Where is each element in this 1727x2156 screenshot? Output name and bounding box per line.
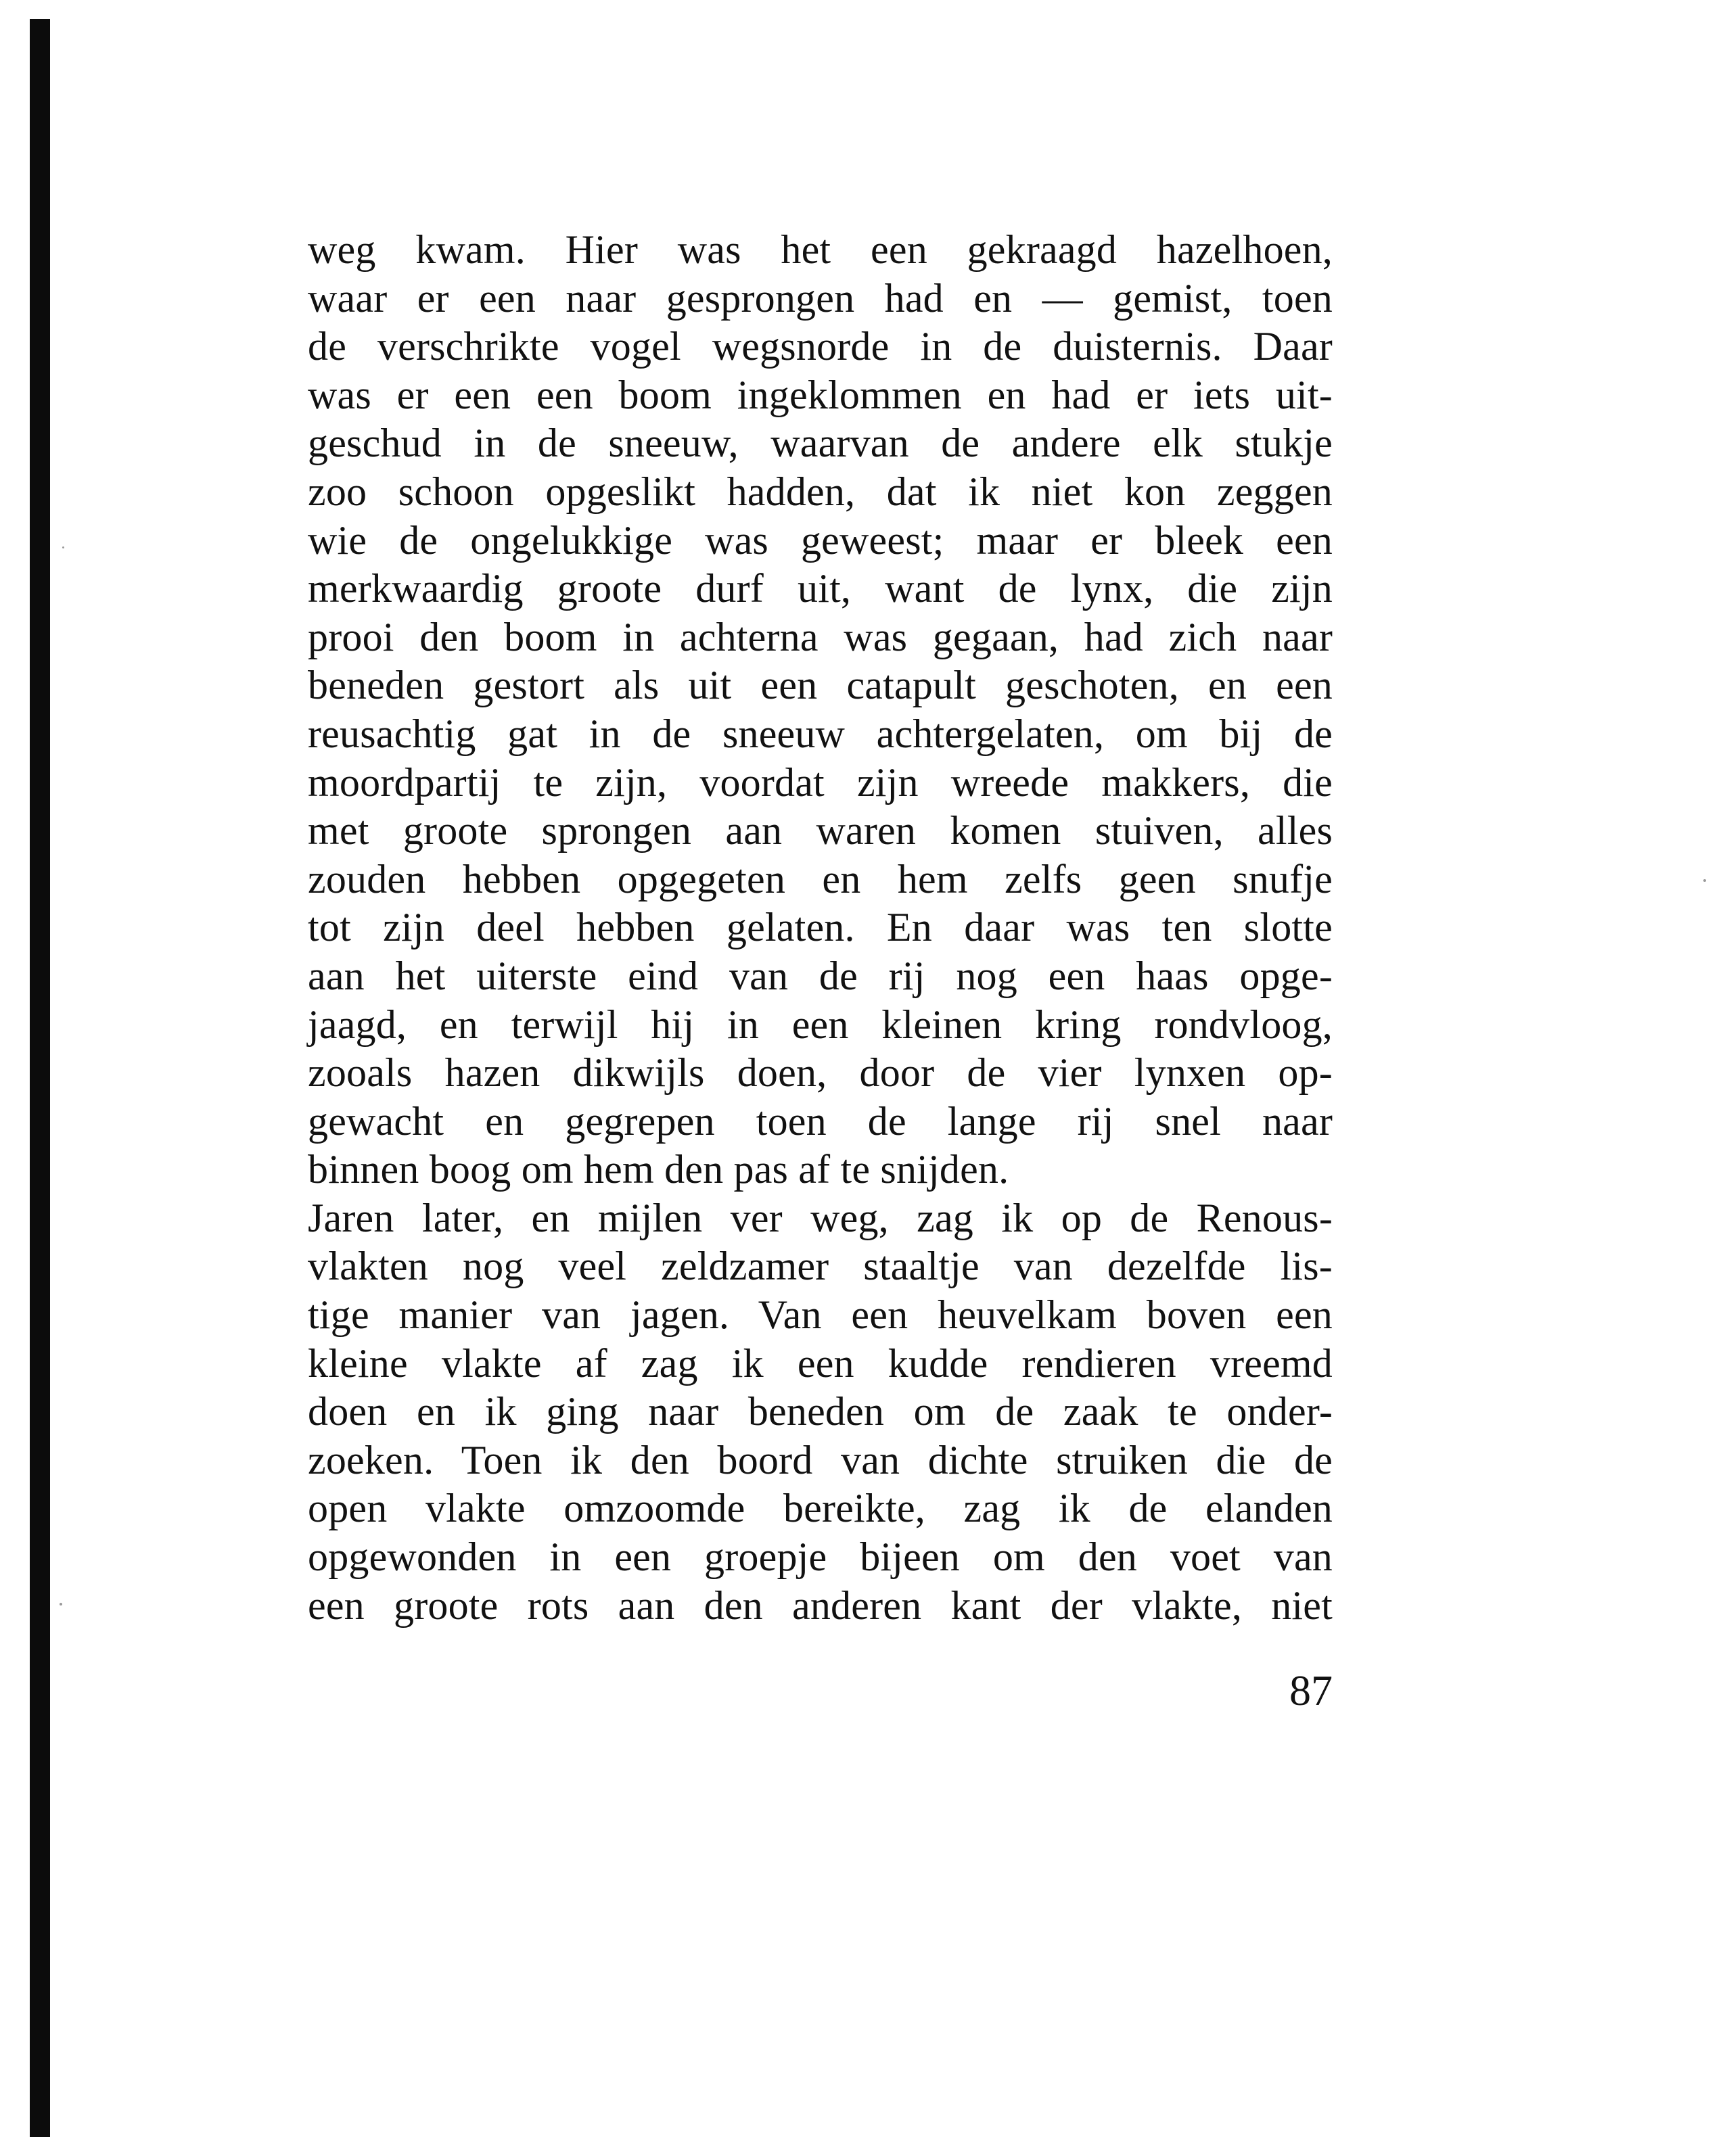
text-line: met groote sprongen aan waren komen stuiven, alles <box>308 808 1333 853</box>
text-line: opgewonden in een groepje bijeen om den voet van <box>308 1534 1333 1580</box>
text-line: zoo schoon opgeslikt hadden, dat ik niet kon zeggen <box>308 469 1333 514</box>
text-line: Jaren later, en mijlen ver weg, zag ik op de Renous- <box>308 1195 1333 1240</box>
text-line: zoeken. Toen ik den boord van dichte struiken die de <box>308 1437 1333 1482</box>
text-line: prooi den boom in achterna was gegaan, had zich naar <box>308 614 1333 659</box>
text-line: doen en ik ging naar beneden om de zaak te onder- <box>308 1389 1333 1434</box>
text-line: de verschrikte vogel wegsnorde in de duisternis. Daar <box>308 324 1333 369</box>
text-line: wie de ongelukkige was geweest; maar er bleek een <box>308 517 1333 563</box>
text-line: jaagd, en terwijl hij in een kleinen kring rondvloog, <box>308 1002 1333 1047</box>
text-line: kleine vlakte af zag ik een kudde rendieren vreemd <box>308 1340 1333 1386</box>
scan-speck <box>62 546 64 548</box>
text-line: tot zijn deel hebben gelaten. En daar was ten slotte <box>308 905 1333 950</box>
text-line: aan het uiterste eind van de rij nog een haas opge- <box>308 953 1333 998</box>
text-line: gewacht en gegrepen toen de lange rij snel naar <box>308 1098 1333 1144</box>
text-line: waar er een naar gesprongen had en — gemist, toen <box>308 275 1333 321</box>
text-line: geschud in de sneeuw, waarvan de andere elk stukje <box>308 421 1333 466</box>
scan-speck <box>60 1603 62 1606</box>
text-line: was er een een boom ingeklommen en had er iets uit- <box>308 372 1333 417</box>
text-line: open vlakte omzoomde bereikte, zag ik de elanden <box>308 1486 1333 1531</box>
page-binding-edge <box>30 19 50 2137</box>
text-line: een groote rots aan den anderen kant der vlakte, niet <box>308 1583 1333 1628</box>
text-line: reusachtig gat in de sneeuw achtergelaten, om bij de <box>308 711 1333 756</box>
text-line: moordpartij te zijn, voordat zijn wreede makkers, die <box>308 759 1333 805</box>
text-line: zouden hebben opgegeten en hem zelfs geen snufje <box>308 856 1333 901</box>
scan-speck <box>1703 879 1706 882</box>
page-number: 87 <box>1289 1666 1333 1714</box>
text-line: zooals hazen dikwijls doen, door de vier lynxen op- <box>308 1050 1333 1096</box>
text-line: merkwaardig groote durf uit, want de lynx, die zijn <box>308 566 1333 611</box>
text-line: binnen boog om hem den pas af te snijden. <box>308 1147 1009 1192</box>
text-line: tige manier van jagen. Van een heuvelkam boven een <box>308 1292 1333 1338</box>
text-line: beneden gestort als uit een catapult geschoten, en een <box>308 663 1333 708</box>
text-line: weg kwam. Hier was het een gekraagd hazelhoen, <box>308 227 1333 272</box>
text-line: vlakten nog veel zeldzamer staaltje van dezelfde lis- <box>308 1244 1333 1289</box>
body-text <box>308 226 1333 1630</box>
